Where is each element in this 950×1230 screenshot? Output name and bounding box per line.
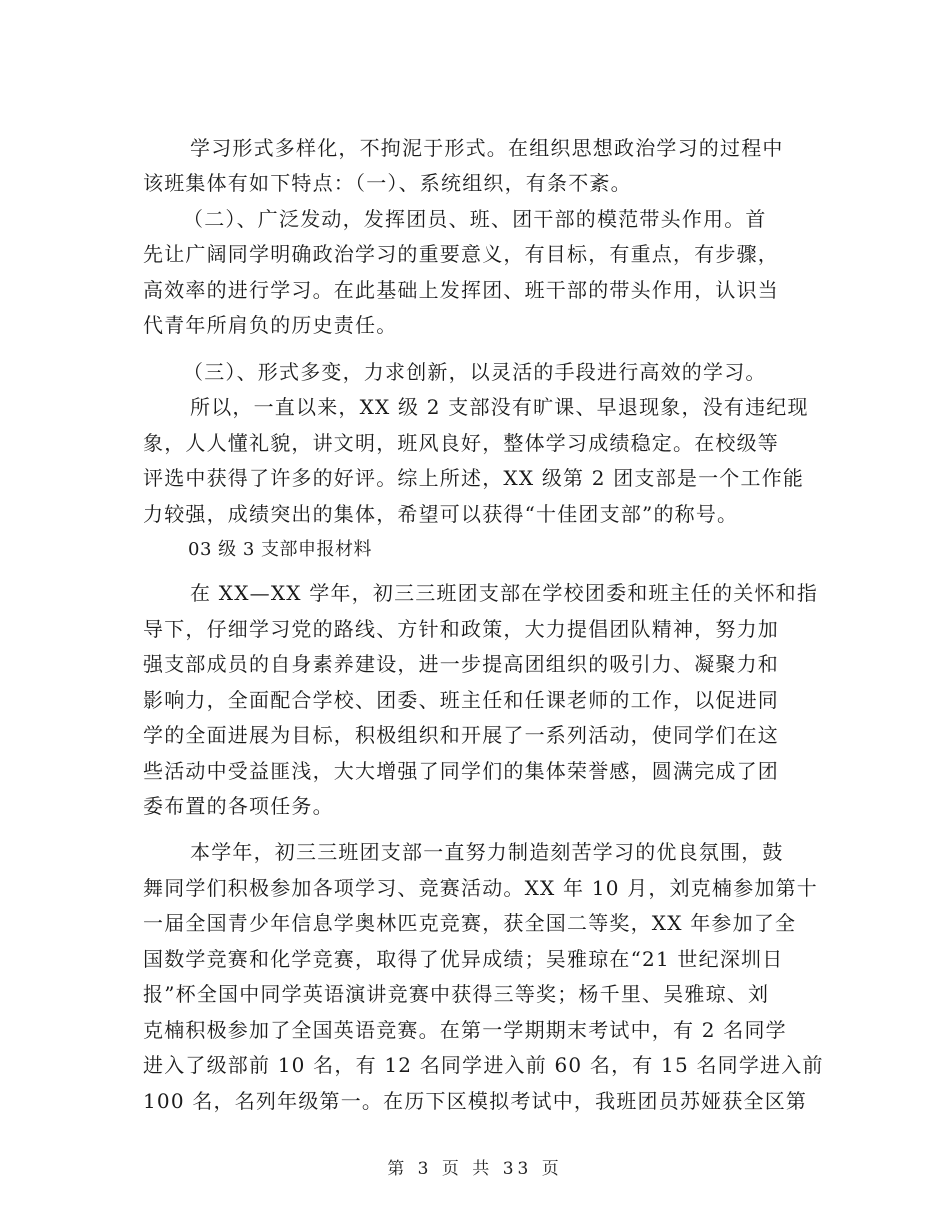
- text-line: （二）、广泛发动，发挥团员、班、团干部的模范带头作用。首: [183, 207, 767, 231]
- text-line: 100 名，名列年级第一。在历下区模拟考试中，我班团员苏娅获全区第: [143, 1089, 808, 1113]
- text-line: 强支部成员的自身素养建设，进一步提高团组织的吸引力、凝聚力和: [143, 652, 779, 676]
- text-line: 力较强，成绩突出的集体，希望可以获得“十佳团支部”的称号。: [143, 502, 739, 526]
- text-line: 评选中获得了许多的好评。综上所述，XX 级第 2 团支部是一个工作能: [143, 466, 805, 490]
- text-line: 克楠积极参加了全国英语竞赛。在第一学期期末考试中，有 2 名同学: [143, 1018, 787, 1042]
- text-line: 委布置的各项任务。: [143, 794, 334, 818]
- text-line: 一届全国青少年信息学奥林匹克竞赛，获全国二等奖，XX 年参加了全: [143, 911, 797, 935]
- text-line: 学习形式多样化，不拘泥于形式。在组织思想政治学习的过程中: [190, 136, 784, 160]
- text-line: 舞同学们积极参加各项学习、竞赛活动。XX 年 10 月，刘克楠参加第十: [143, 876, 818, 900]
- text-line: 代青年所肩负的历史责任。: [143, 313, 398, 337]
- text-line: 高效率的进行学习。在此基础上发挥团、班干部的带头作用，认识当: [143, 278, 779, 302]
- page-number: 第 3 页 共 33 页: [387, 1159, 563, 1179]
- text-line: 象，人人懂礼貌，讲文明，班风良好，整体学习成绩稳定。在校级等: [143, 431, 779, 455]
- text-line: 报”杯全国中同学英语演讲竞赛中获得三等奖；杨千里、吴雅琼、刘: [143, 982, 770, 1006]
- text-line: 本学年，初三三班团支部一直努力制造刻苦学习的优良氛围，鼓: [190, 840, 784, 864]
- text-line: 在 XX—XX 学年，初三三班团支部在学校团委和班主任的关怀和指: [190, 581, 819, 605]
- text-line: 些活动中受益匪浅，大大增强了同学们的集体荣誉感，圆满完成了团: [143, 759, 779, 783]
- text-line: 该班集体有如下特点：（一）、系统组织，有条不紊。: [143, 171, 632, 195]
- text-line: 国数学竞赛和化学竞赛，取得了优异成绩；吴雅琼在“21 世纪深圳日: [143, 947, 784, 971]
- text-line: 导下，仔细学习党的路线、方针和政策，大力提倡团队精神，努力加: [143, 617, 779, 641]
- text-line: 先让广阔同学明确政治学习的重要意义，有目标，有重点，有步骤，: [143, 242, 779, 266]
- text-line: 所以，一直以来，XX 级 2 支部没有旷课、早退现象，没有违纪现: [190, 395, 809, 419]
- text-line: （三）、形式多变，力求创新，以灵活的手段进行高效的学习。: [183, 360, 767, 384]
- section-heading: 03 级 3 支部申报材料: [188, 539, 373, 560]
- text-line: 学的全面进展为目标，积极组织和开展了一系列活动，使同学们在这: [143, 723, 779, 747]
- text-line: 影响力，全面配合学校、团委、班主任和任课老师的工作，以促进同: [143, 688, 779, 712]
- text-line: 进入了级部前 10 名，有 12 名同学进入前 60 名，有 15 名同学进入前: [143, 1053, 824, 1077]
